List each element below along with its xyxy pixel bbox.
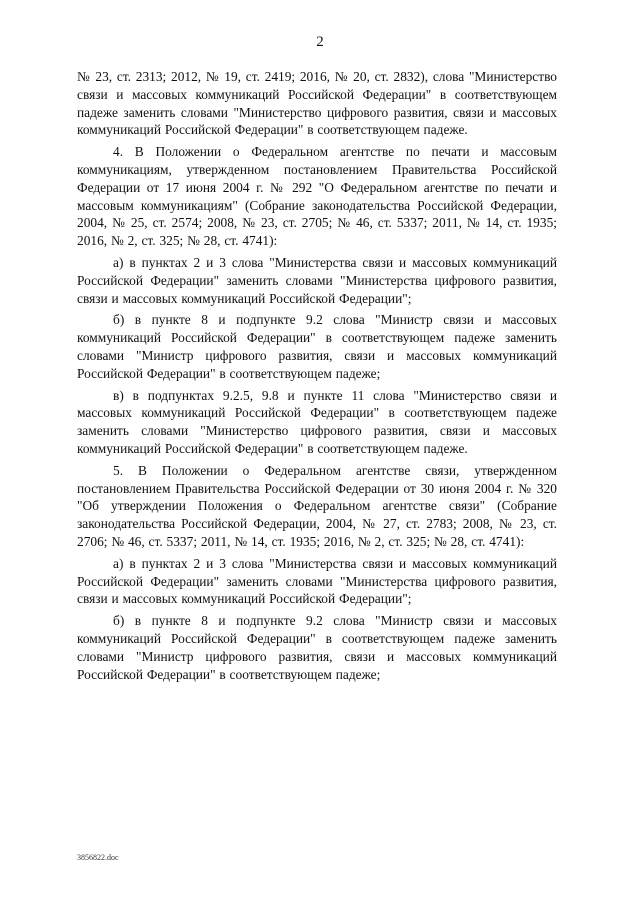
paragraph-item-5: 5. В Положении о Федеральном агентстве связи, утвержденном постановлением Правительства Российской Федерации от 30 июня 2004 г. № 320 "Об утверждении Положения о Федеральном агентстве связи" (Собрание законодательства Российской Федерации, 2004, № 27, ст. 2783; 2008, № 23, ст. 2706; № 46, ст. 5337; 2011, № 14, ст. 1935; 2016, № 2, ст. 325; № 28, ст. 4741): (77, 462, 557, 549)
document-body (77, 68, 557, 687)
paragraph-item-4a: а) в пунктах 2 и 3 слова "Министерства связи и массовых коммуникаций Российской Федерации" заменить словами "Министерства цифрового развития, связи и массовых коммуникаций Российской Федерации"; (77, 254, 557, 306)
paragraph-item-4: 4. В Положении о Федеральном агентстве по печати и массовым коммуникациям, утвержденном постановлением Правительства Российской Федерации от 17 июня 2004 г. № 292 "О Федеральном агентстве по печати и массовым коммуникациям" (Собрание законодательства Российской Федерации, 2004, № 25, ст. 2574; 2008, № 23, ст. 2705; № 46, ст. 5337; 2011, № 14, ст. 1935; 2016, № 2, ст. 325; № 28, ст. 4741): (77, 144, 557, 249)
document-code: 3856822.doc (77, 853, 119, 862)
page-number: 2 (316, 34, 324, 50)
paragraph-item-4c: в) в подпунктах 9.2.5, 9.8 и пункте 11 слова "Министерство связи и массовых коммуникаций Российской Федерации" в соответствующем падеже заменить словами "Министерство цифрового развития, связи и массовых коммуникаций Российской Федерации" в соответствующем падеже. (77, 387, 557, 456)
paragraph-item-4b: б) в пункте 8 и подпункте 9.2 слова "Министр связи и массовых коммуникаций Российской Федерации" в соответствующем падеже заменить словами "Министр цифрового развития, связи и массовых коммуникаций Российской Федерации" в соответствующем падеже; (77, 312, 557, 381)
paragraph-continuation: № 23, ст. 2313; 2012, № 19, ст. 2419; 2016, № 20, ст. 2832), слова "Министерство связи и массовых коммуникаций Российской Федерации" в соответствующем падеже заменить словами "Министерство цифрового развития, связи и массовых коммуникаций Российской Федерации" в соответствующем падеже. (77, 69, 557, 138)
paragraph-item-5a: а) в пунктах 2 и 3 слова "Министерства связи и массовых коммуникаций Российской Федерации" заменить словами "Министерства цифрового развития, связи и массовых коммуникаций Российской Федерации"; (77, 555, 557, 607)
paragraph-item-5b: б) в пункте 8 и подпункте 9.2 слова "Министр связи и массовых коммуникаций Российской Федерации" в соответствующем падеже заменить словами "Министр цифрового развития, связи и массовых коммуникаций Российской Федерации" в соответствующем падеже; (77, 613, 557, 682)
